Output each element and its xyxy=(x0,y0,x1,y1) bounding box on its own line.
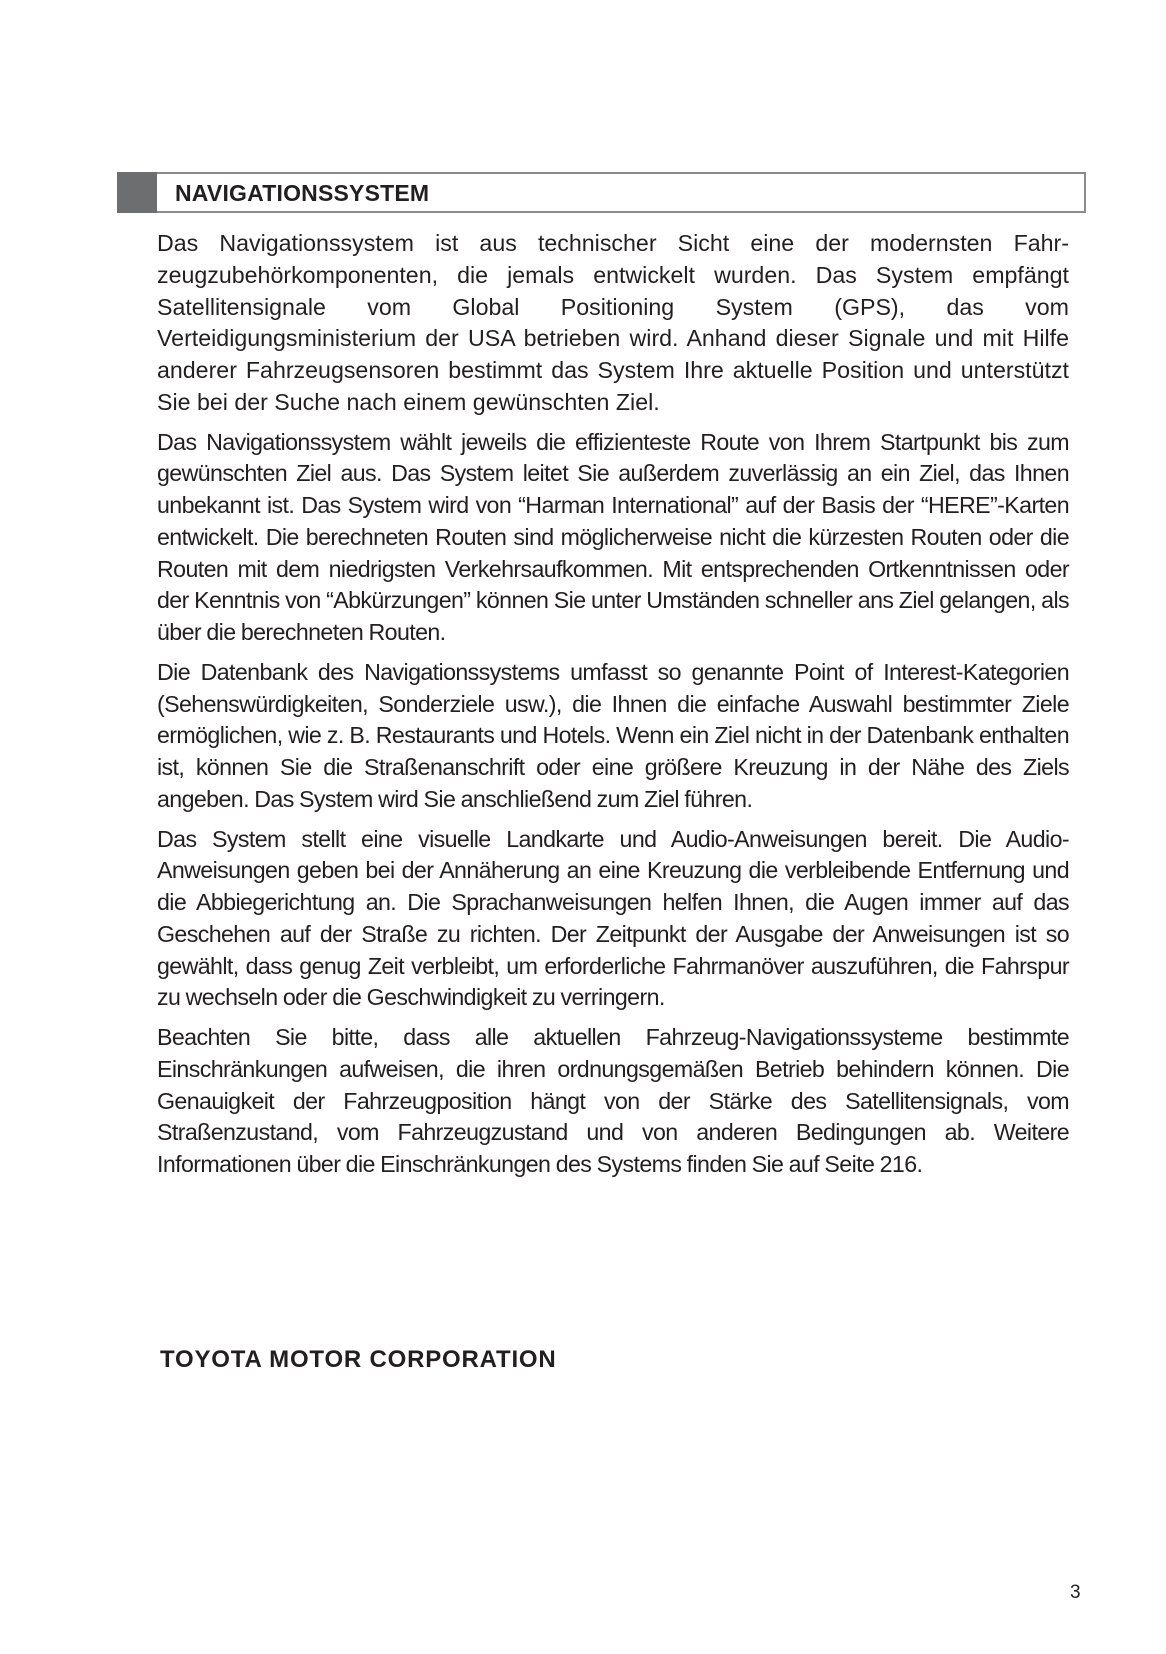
company-name: TOYOTA MOTOR CORPORATION xyxy=(160,1346,557,1373)
paragraph-database: Die Datenbank des Navigationssystems umfasst so genannte Point of Interest-Kategorien (Sehenswürdigkeiten, Sonderziele usw.), die Ihnen die einfache Auswahl bestimmter Ziele ermöglichen, wie z. B. Restaurants und Hotels. Wenn ein Ziel nicht in der Datenbank enthalten ist, können Sie die Straßenanschrift oder eine größere Kreuzung in der Nähe des Ziels angeben. Das System wird Sie anschließend zum Ziel führen. xyxy=(157,658,1069,812)
paragraph-audio: Das System stellt eine visuelle Landkarte und Audio-Anweisungen bereit. Die Audio-Anweisungen geben bei der Annäherung an eine Kreuzung die verbleibende Entfernung und die Abbiegerichtung an. Die Sprachanweisungen helfen Ihnen, die Augen immer auf das Geschehen auf der Straße zu richten. Der Zeitpunkt der Ausgabe der Anweisungen ist so gewählt, dass genug Zeit verbleibt, um erforderliche Fahrmanöver auszuführen, die Fahrspur zu wechseln oder die Geschwindigkeit zu verringern. xyxy=(157,825,1069,1011)
section-header xyxy=(117,172,1086,213)
paragraph-routes: Das Navigationssystem wählt jeweils die effizienteste Route von Ihrem Startpunkt bis zum gewünschten Ziel aus. Das System leitet Sie außerdem zuverlässig an ein Ziel, das Ihnen unbekannt ist. Das System wird von “Harman International” auf der Basis der “HERE”-Karten entwickelt. Die berechneten Routen sind möglicherweise nicht die kürzesten Routen oder die Routen mit dem niedrigsten Verkehrsaufkommen. Mit entsprechenden Ortkenntnissen oder der Kenntnis von “Abkürzungen” können Sie unter Umständen schneller ans Ziel gelangen, als über die berechneten Routen. xyxy=(157,428,1069,645)
body-text xyxy=(157,228,1069,1189)
paragraph-intro: Das Navigationssystem ist aus technischer Sicht eine der modernsten Fahrzeugzubehörkomponenten, die jemals entwickelt wurden. Das System empfängt Satellitensignale vom Global Positioning System (GPS), das vom Verteidigungsministerium der USA betrieben wird. Anhand dieser Signale und mit Hilfe anderer Fahrzeugsensoren bestimmt das System Ihre aktuelle Position und unterstützt Sie bei der Suche nach einem gewünschten Ziel. xyxy=(157,230,1069,415)
section-title: NAVIGATIONSSYSTEM xyxy=(175,180,430,206)
section-marker-block xyxy=(117,172,157,213)
page-number: 3 xyxy=(1070,1582,1081,1603)
paragraph-limitations: Beachten Sie bitte, dass alle aktuellen Fahrzeug-Navigationssysteme bestimmte Einschränkungen aufweisen, die ihren ordnungsgemäßen Betrieb behindern können. Die Genauigkeit der Fahrzeugposition hängt von der Stärke des Satellitensignals, vom Straßenzustand, vom Fahrzeugzustand und von anderen Bedingungen ab. Weitere Informationen über die Einschränkungen des Systems finden Sie auf Seite 216. xyxy=(157,1024,1069,1177)
